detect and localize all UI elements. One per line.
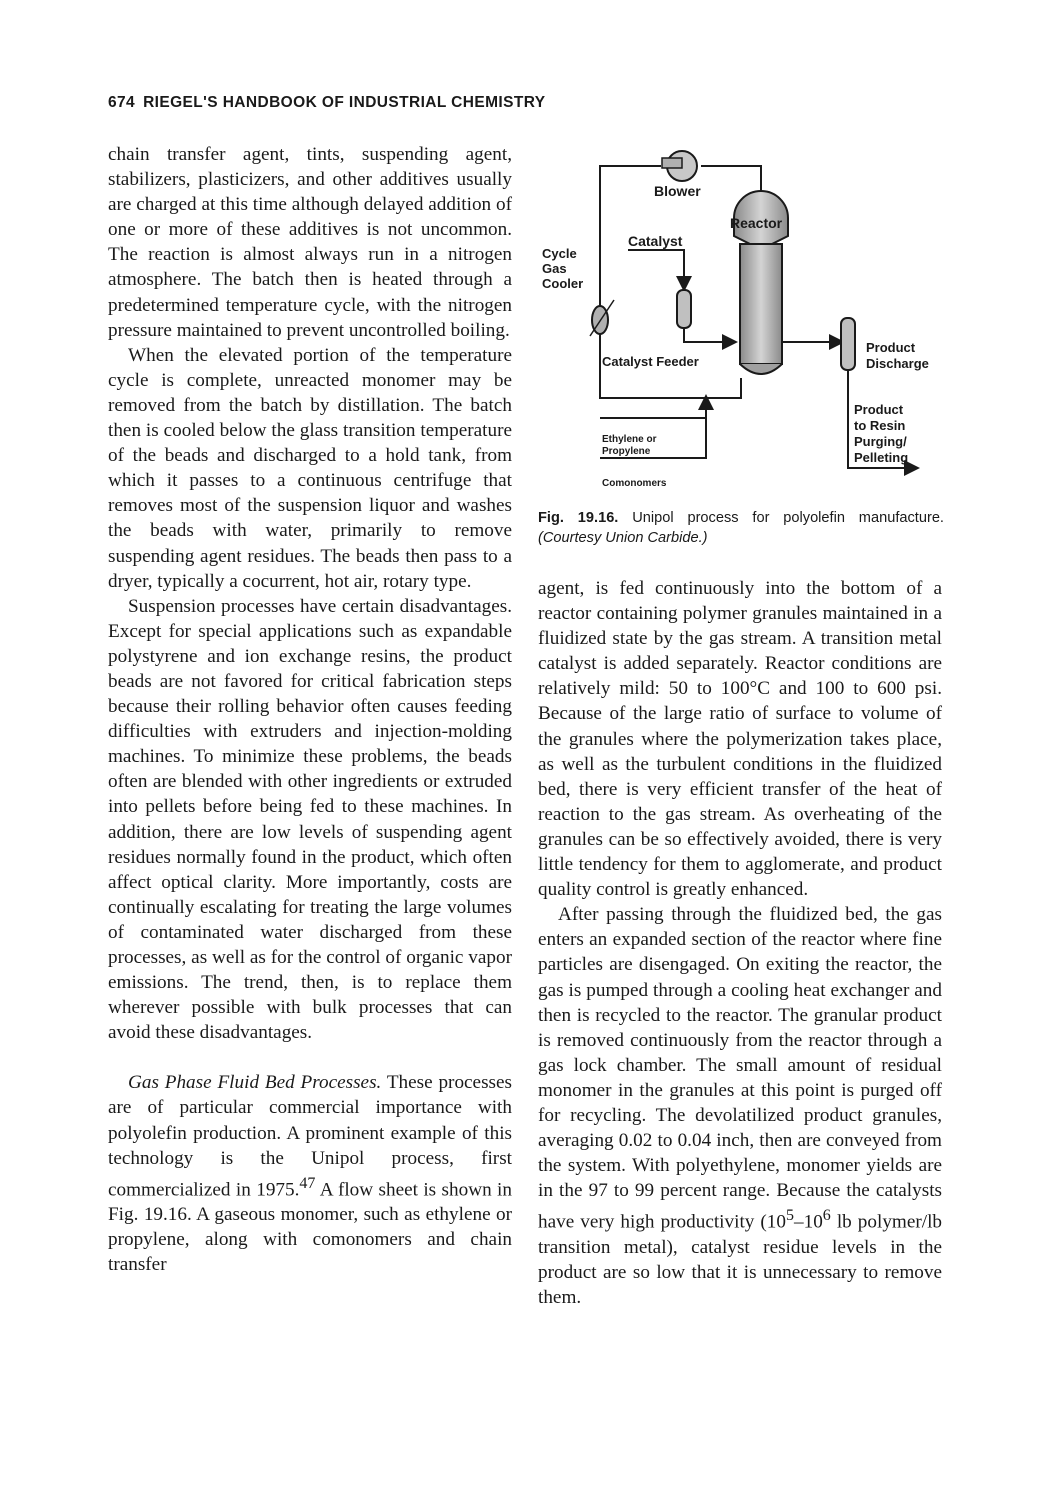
comonomer-feed-line <box>600 398 706 418</box>
paragraph: When the elevated portion of the temperature cycle is complete, unreacted monomer may be removed from the batch by distillation. The batch then is cooled below the glass transition temperature of the beads and discharged to a hold tank, from which it passes to a continuous centrifuge that removes most of the suspension liquor and washes the beads with water, primarily to remove suspending agent residues. The beads then pass to a dryer, typically a cocurrent, hot air, rotary type. <box>108 344 512 592</box>
running-header <box>108 94 546 112</box>
right-column <box>538 576 942 1310</box>
left-column <box>108 142 512 1278</box>
caption-text: Unipol process for polyolefin manufacture. <box>618 510 944 526</box>
catalyst-feeder-label: Catalyst Feeder <box>602 354 699 369</box>
figure-caption <box>538 508 944 548</box>
paragraph-gap <box>108 1045 512 1070</box>
blower-label: Blower <box>654 183 701 199</box>
paragraph-text: A flow sheet is shown in Fig. 19.16. A gaseous monomer, such as ethylene or propylene, along with comonomers and chain transfer <box>108 1179 512 1276</box>
comonomers-label: Comonomers <box>602 478 667 489</box>
reactor-bed <box>740 244 782 364</box>
superscript: 6 <box>822 1207 831 1225</box>
product-discharge-label: Product <box>866 340 916 355</box>
paragraph-text: These processes are of particular commercial importance with polyolefin production. A prominent example of this technology is the Unipol process, first commercialized in 1975. <box>108 1072 512 1201</box>
ethylene-label: Ethylene or <box>602 434 657 445</box>
paragraph-text: After passing through the fluidized bed, the gas enters an expanded section of the reactor where fine particles are disengaged. On exiting the reactor, the gas is pumped through a cooling heat exchanger and then is recycled to the reactor. The granular product is removed continuously from the reactor through a gas lock chamber. The small amount of residual monomer in the granules at this point is purged off for recycling. The devolatilized product granules, averaging 0.02 to 0.04 inch, then are conveyed from the system. With polyethylene, monomer yields are in the 97 to 99 percent range. Because the catalysts have very high productivity (10 <box>538 904 942 1233</box>
reactor-label: Reactor <box>730 215 783 231</box>
product-discharge-vessel <box>841 318 855 370</box>
paragraph-text: lb polymer/lb transition metal), catalyst residue levels in the product are so low that it is unnecessary to remove them. <box>538 1211 943 1309</box>
unipol-flowsheet <box>536 140 946 496</box>
product-resin-label: Pelleting <box>854 450 909 465</box>
page-number: 674 <box>108 94 136 111</box>
product-resin-label: Purging/ <box>854 434 907 449</box>
catalyst-line <box>628 250 684 288</box>
cooler-label: Cooler <box>542 276 584 291</box>
product-discharge-label: Discharge <box>866 356 929 371</box>
process-flow-diagram <box>536 140 946 496</box>
paragraph: agent, is fed continuously into the bottom of a reactor containing polymer granules maintained in a fluidized state by the gas stream. A transition metal catalyst is added separately. Reactor conditions are relatively mild: 50 to 100°C and 100 to 600 psi. Because of the large ratio of surface to volume of the granules where the polymerization takes place, as well as the turbulent conditions in the fluidized bed, there is very efficient transfer of the heat of reaction to the gas stream. As overheating of the granules can be so effectively avoided, there is very little tendency for them to agglomerate, and product quality control is greatly enhanced. <box>538 578 942 901</box>
paragraph: chain transfer agent, tints, suspending agent, stabilizers, plasticizers, and other additives usually are charged at this time although delayed addition of one or more of these additives is not uncommon. The reaction is almost always run in a nitrogen atmosphere. The batch then is heated through a predetermined temperature cycle, with the nitrogen pressure maintained to prevent uncontrolled boiling. <box>108 144 512 341</box>
gas-label: Gas <box>542 261 567 276</box>
product-resin-label: Product <box>854 402 904 417</box>
caption-courtesy: (Courtesy Union Carbide.) <box>538 530 708 546</box>
paragraph <box>108 1070 512 1277</box>
propylene-label: Propylene <box>602 446 651 457</box>
running-title: RIEGEL'S HANDBOOK OF INDUSTRIAL CHEMISTRY <box>143 94 546 111</box>
paragraph: Suspension processes have certain disadvantages. Except for special applications such as expandable polystyrene and ion exchange resins, the product beads are not favored for critical fabrication steps because their rolling behavior often causes feeding difficulties with extruders and injection-molding machines. To minimize these problems, the beads often are blended with other ingredients or extruded into pellets before being fed to these machines. In addition, there are low levels of suspending agent residues normally found in the product, which often affect optical clarity. More importantly, costs are continually escalating for treating the large volumes of contaminated water discharged from these processes, as well as for the control of organic vapor emissions. The trend, then, is to replace them wherever possible with bulk processes that can avoid these disadvantages. <box>108 595 512 1044</box>
figure-number: Fig. 19.16. <box>538 510 619 526</box>
cycle-label: Cycle <box>542 246 577 261</box>
reactor-bottom <box>740 364 782 374</box>
paragraph <box>538 902 942 1310</box>
catalyst-feeder-vessel <box>677 290 691 328</box>
paragraph-text: –10 <box>794 1211 823 1233</box>
blower-outlet <box>662 158 682 168</box>
catalyst-label: Catalyst <box>628 233 683 249</box>
run-in-heading: Gas Phase Fluid Bed Processes. <box>128 1072 382 1094</box>
catalyst-feeder-outlet <box>684 328 734 342</box>
superscript: 5 <box>786 1207 794 1225</box>
product-resin-label: to Resin <box>854 418 906 433</box>
footnote-ref: 47 <box>299 1174 316 1192</box>
